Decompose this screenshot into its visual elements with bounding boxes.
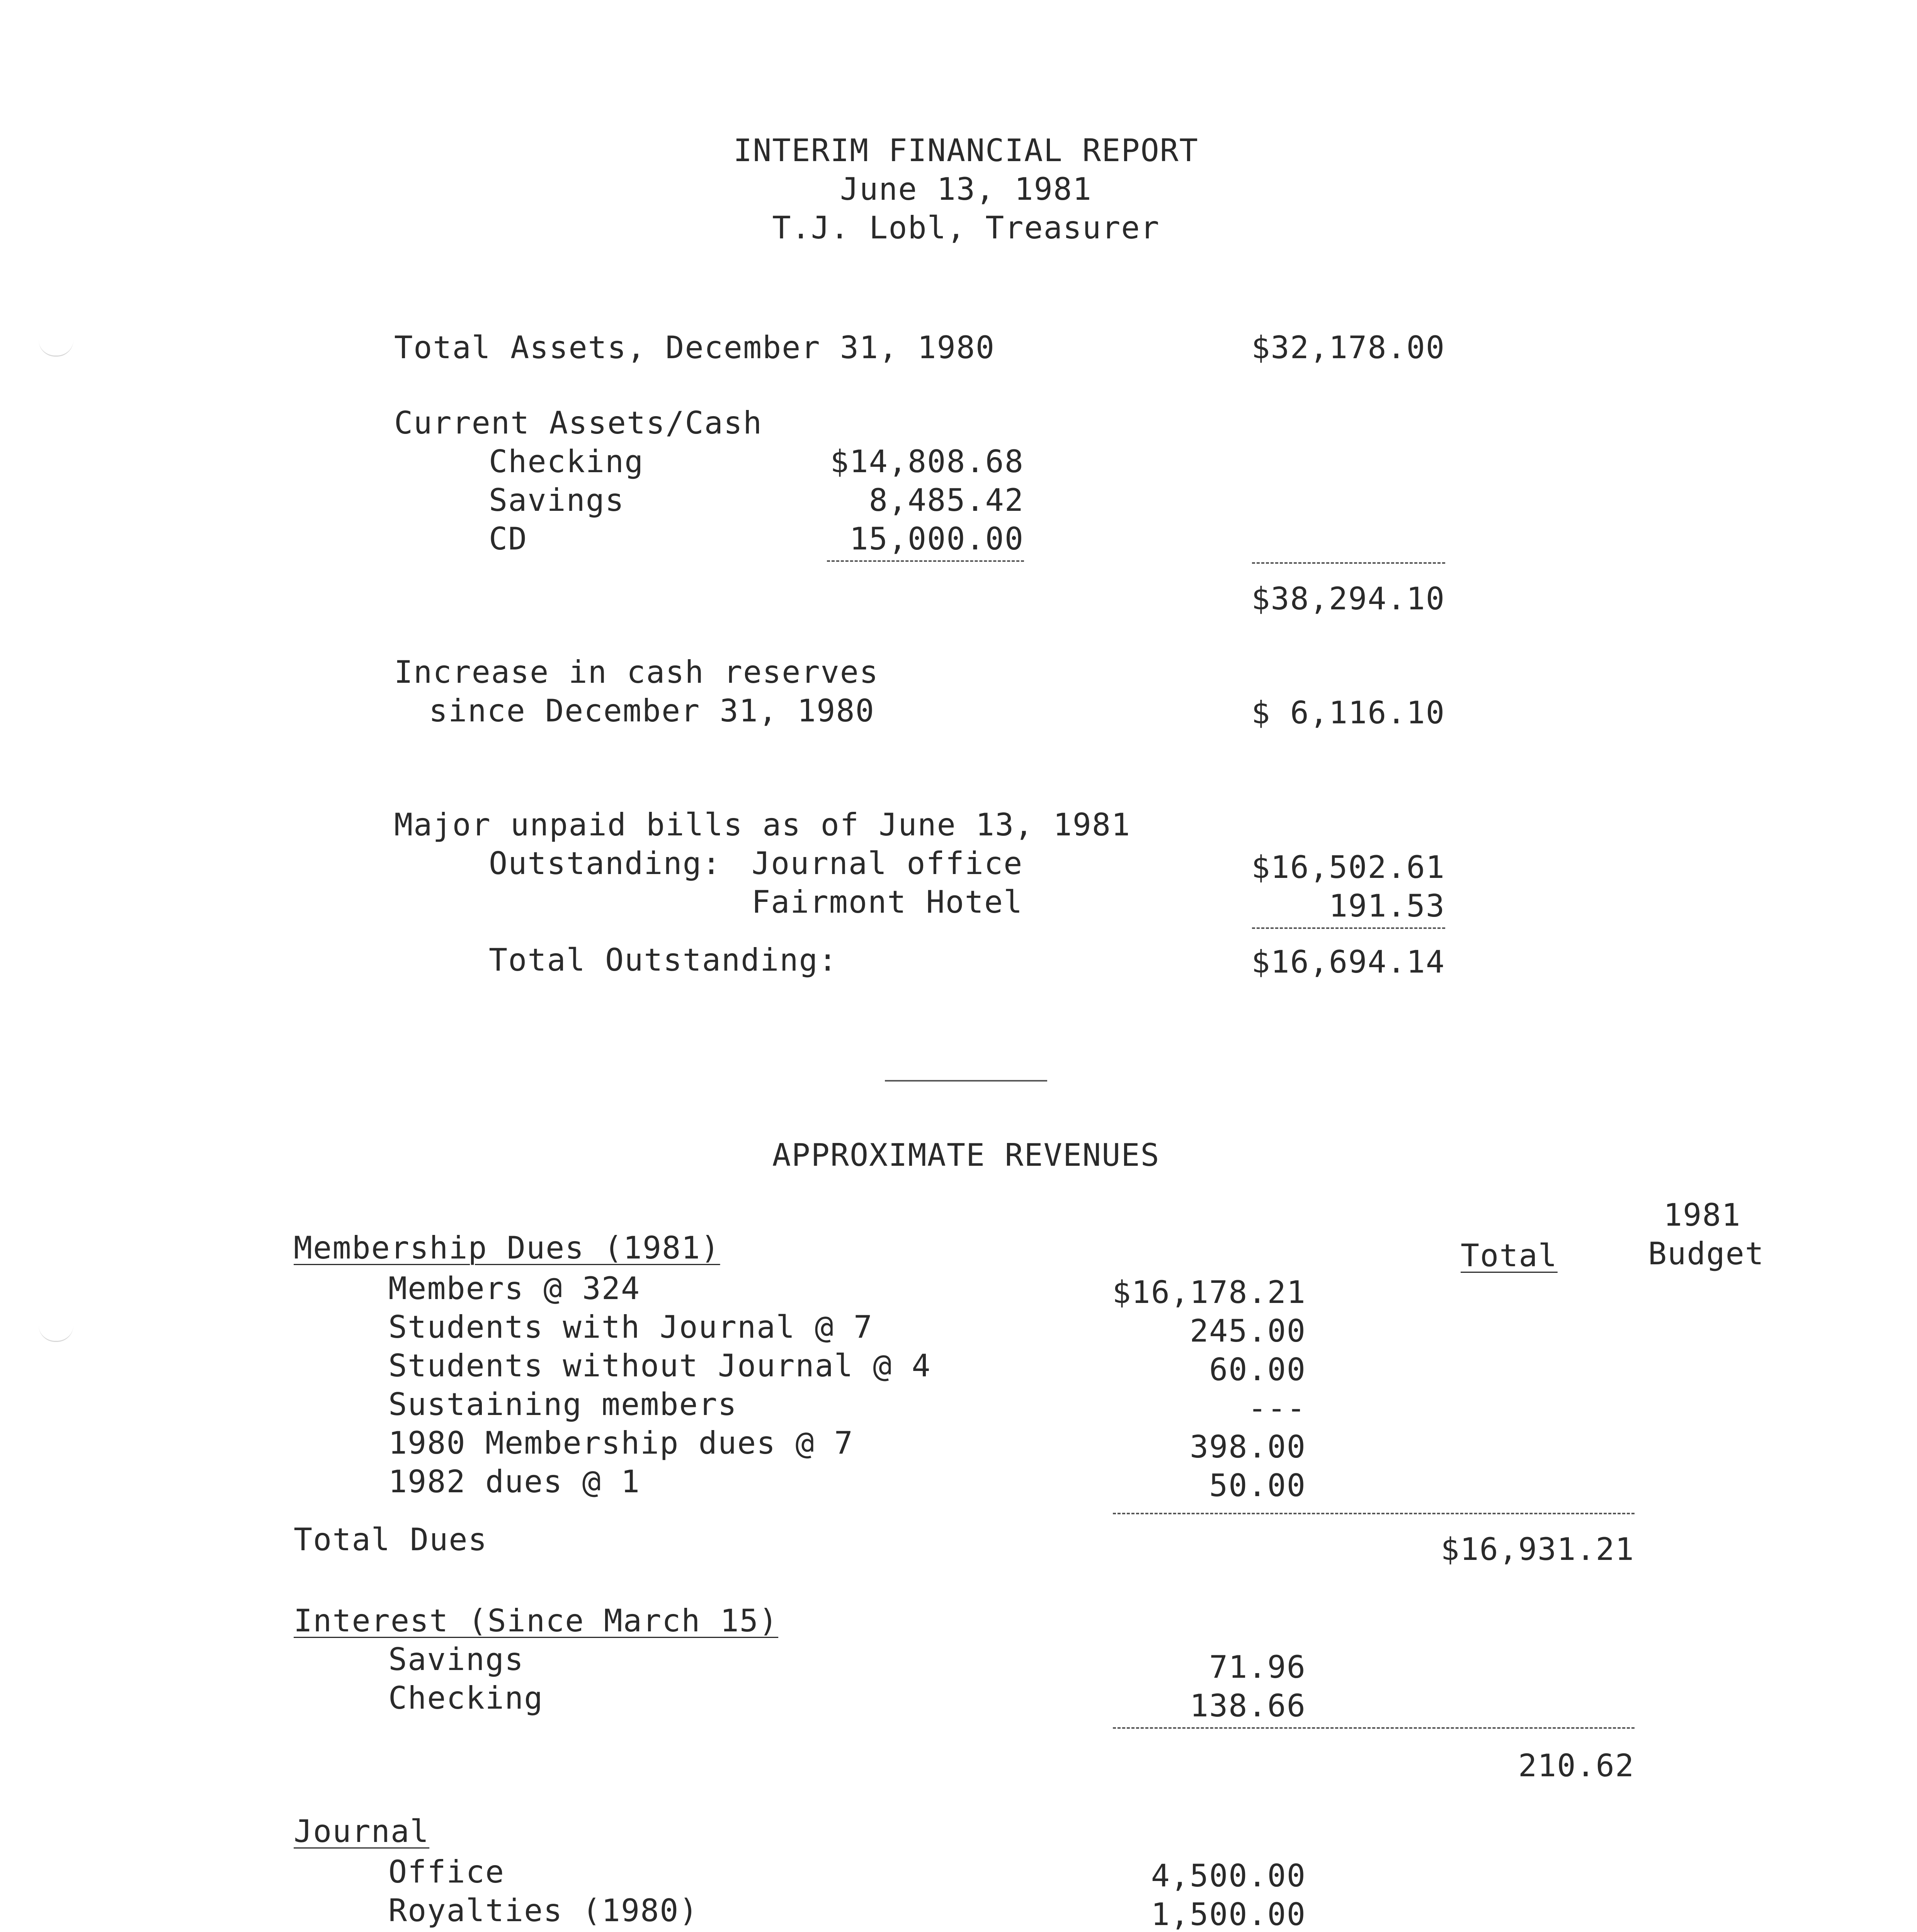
budget-column-label: Budget <box>1648 1236 1764 1272</box>
increase-label: Increase in cash reserves <box>394 654 879 690</box>
journal-heading: Journal <box>294 1813 430 1849</box>
outstanding-label: Outstanding: <box>489 845 721 881</box>
journal-item-value: 4,500.00 <box>1151 1858 1306 1894</box>
unpaid-bills-heading: Major unpaid bills as of June 13, 1981 <box>394 807 1131 843</box>
dues-item-value: 245.00 <box>1190 1313 1306 1349</box>
increase-value: $ 6,116.10 <box>1251 695 1445 731</box>
interest-heading: Interest (Since March 15) <box>294 1603 779 1639</box>
interest-total-value: 210.62 <box>1518 1748 1635 1784</box>
asset-item-value: 15,000.00 <box>849 521 1024 557</box>
increase-label-continued: since December 31, 1980 <box>429 693 875 729</box>
total-column-label: Total <box>1461 1238 1558 1274</box>
total-assets-label: Total Assets, December 31, 1980 <box>394 330 995 366</box>
total-dues-value: $16,931.21 <box>1441 1531 1635 1567</box>
dues-item-value: $16,178.21 <box>1112 1274 1306 1310</box>
subtotal-rule <box>1113 1513 1635 1514</box>
asset-item-label: Savings <box>489 482 625 518</box>
dues-item-label: Members @ 324 <box>388 1270 641 1306</box>
dues-item-value: 60.00 <box>1209 1352 1306 1388</box>
total-dues-label: Total Dues <box>294 1522 488 1558</box>
subtotal-rule <box>1113 1727 1635 1729</box>
report-title: INTERIM FINANCIAL REPORT <box>733 133 1199 168</box>
subtotal-rule <box>827 560 1024 562</box>
total-outstanding-value: $16,694.14 <box>1251 944 1445 980</box>
interest-item-label: Checking <box>388 1680 544 1716</box>
journal-item-value: 1,500.00 <box>1151 1896 1306 1932</box>
punch-hole-mark <box>39 340 73 357</box>
dues-item-value: 50.00 <box>1209 1468 1306 1503</box>
journal-item-label: Office <box>388 1854 505 1890</box>
bill-item-label: Journal office <box>752 845 1023 881</box>
budget-column-year: 1981 <box>1664 1197 1741 1233</box>
report-author: T.J. Lobl, Treasurer <box>772 210 1160 246</box>
subtotal-rule <box>1252 927 1445 929</box>
dues-item-value: 398.00 <box>1190 1429 1306 1465</box>
asset-item-value: 8,485.42 <box>869 482 1024 518</box>
interest-item-value: 138.66 <box>1190 1688 1306 1724</box>
current-assets-total: $38,294.10 <box>1251 581 1445 617</box>
dues-heading: Membership Dues (1981) <box>294 1230 720 1266</box>
journal-item-label: Royalties (1980) <box>388 1893 699 1929</box>
asset-item-value: $14,808.68 <box>830 444 1024 480</box>
punch-hole-mark <box>39 1325 73 1342</box>
total-outstanding-label: Total Outstanding: <box>489 942 838 978</box>
bill-item-value: $16,502.61 <box>1251 849 1445 885</box>
dues-item-label: Sustaining members <box>388 1386 737 1422</box>
dues-item-label: Students with Journal @ 7 <box>388 1309 873 1345</box>
subtotal-rule <box>1252 562 1445 564</box>
dues-item-label: 1982 dues @ 1 <box>388 1464 641 1500</box>
bill-item-value: 191.53 <box>1329 888 1445 924</box>
bill-item-label: Fairmont Hotel <box>752 884 1023 920</box>
total-assets-value: $32,178.00 <box>1251 330 1445 366</box>
interest-item-label: Savings <box>388 1641 524 1677</box>
dues-item-label: 1980 Membership dues @ 7 <box>388 1425 854 1461</box>
asset-item-label: CD <box>489 521 528 557</box>
interest-item-value: 71.96 <box>1209 1649 1306 1685</box>
section-divider <box>885 1080 1047 1082</box>
current-assets-label: Current Assets/Cash <box>394 405 763 441</box>
dues-item-label: Students without Journal @ 4 <box>388 1348 931 1384</box>
dues-item-value: --- <box>1248 1390 1306 1426</box>
asset-item-label: Checking <box>489 444 644 480</box>
revenues-heading: APPROXIMATE REVENUES <box>772 1137 1160 1173</box>
report-date: June 13, 1981 <box>840 171 1092 207</box>
